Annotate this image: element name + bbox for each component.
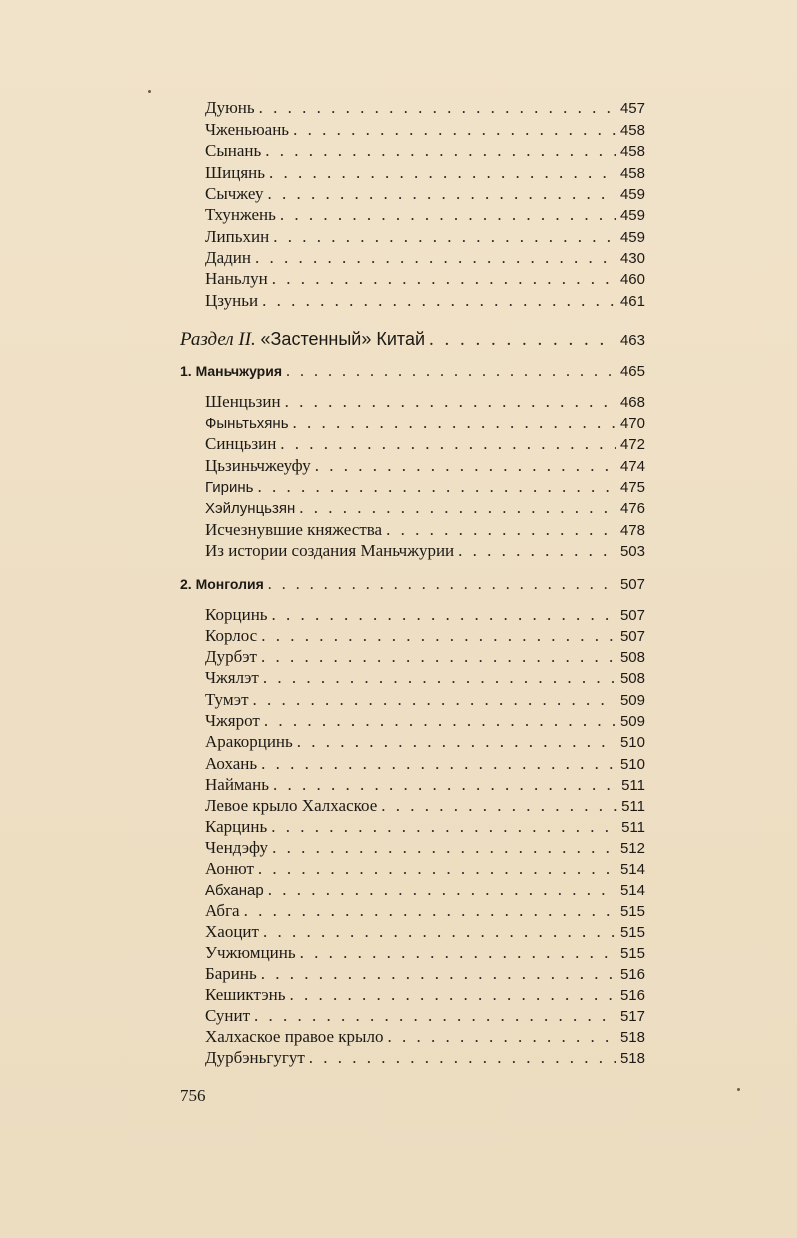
entry-title: Дурбэньгугут: [205, 1048, 305, 1067]
toc-entry: [205, 290, 645, 312]
entry-page: 430: [619, 250, 645, 267]
entry-page: 460: [619, 271, 645, 288]
leader-dots: [273, 226, 616, 248]
leader-dots: [261, 646, 616, 668]
toc-entry: [205, 667, 645, 689]
entry-title: Абханар: [205, 882, 264, 899]
entry-title: Наймань: [205, 775, 269, 794]
entry-page: 461: [619, 293, 645, 310]
entry-page: 511: [621, 798, 645, 815]
entry-page: 516: [619, 987, 645, 1004]
entry-title: Шенцьзин: [205, 392, 281, 411]
entry-title: Липьхин: [205, 227, 270, 246]
toc-entry: [205, 604, 645, 626]
entry-title: Халхаское правое крыло: [205, 1027, 384, 1046]
entry-page: 510: [619, 734, 645, 751]
part-name: «Застенный» Китай: [260, 329, 426, 349]
leader-dots: [259, 97, 616, 119]
toc-entry: [205, 268, 645, 290]
paper-speck: [148, 90, 151, 93]
entry-page: 475: [619, 479, 645, 496]
entry-page: 459: [619, 186, 645, 203]
entry-page: 457: [619, 100, 645, 117]
entry-page: 511: [621, 819, 645, 836]
leader-dots: [315, 455, 616, 477]
leader-dots: [253, 689, 616, 711]
leader-dots: [257, 476, 615, 498]
page-number: 756: [180, 1086, 206, 1105]
entry-title: Аохань: [205, 754, 258, 773]
toc-entry: [205, 247, 645, 269]
toc-entry: [205, 753, 645, 775]
leader-dots: [272, 268, 616, 290]
section-page: 507: [619, 576, 645, 593]
part-page: 463: [619, 332, 645, 349]
leader-dots: [268, 879, 616, 901]
entry-page: 478: [619, 522, 645, 539]
leader-dots: [429, 327, 616, 353]
paper-speck: [737, 1088, 740, 1091]
entry-page: 503: [619, 543, 645, 560]
entry-page: 507: [619, 607, 645, 624]
part-prefix: Раздел II.: [180, 329, 256, 350]
entry-title: Тхунжень: [205, 205, 276, 224]
entry-title: Дурбэт: [205, 647, 257, 666]
toc-entry: [205, 1047, 645, 1069]
toc-entry: [205, 837, 645, 859]
leader-dots: [254, 1005, 616, 1027]
entry-title: Хэйлунцьзян: [205, 500, 296, 517]
entry-title: Кешиктэнь: [205, 985, 286, 1004]
leader-dots: [273, 774, 617, 796]
toc-entry: [205, 858, 645, 880]
entry-title: Корцинь: [205, 605, 268, 624]
leader-dots: [255, 247, 616, 269]
entry-page: 508: [619, 670, 645, 687]
entry-page: 514: [619, 861, 645, 878]
entry-title: Наньлун: [205, 269, 268, 288]
entry-title: Цзуньи: [205, 291, 259, 310]
entry-page: 516: [619, 966, 645, 983]
entry-title: Исчезнувшие княжества: [205, 520, 383, 539]
entry-page: 518: [619, 1050, 645, 1067]
entry-page: 515: [619, 945, 645, 962]
entry-title: Корлос: [205, 626, 258, 645]
section-title: 1. Маньчжурия: [180, 363, 282, 379]
entry-page: 517: [619, 1008, 645, 1025]
toc-entry: [205, 412, 645, 434]
leader-dots: [297, 731, 616, 753]
entry-title: Фыньтьхянь: [205, 415, 289, 432]
leader-dots: [458, 540, 616, 562]
entry-page: 515: [619, 903, 645, 920]
leader-dots: [264, 710, 616, 732]
leader-dots: [309, 1047, 616, 1069]
leader-dots: [381, 795, 617, 817]
toc-entry: [205, 921, 645, 943]
entry-page: 507: [619, 628, 645, 645]
section-title: 2. Монголия: [180, 576, 264, 592]
toc-entry: [205, 540, 645, 562]
toc-entry: [205, 879, 645, 901]
leader-dots: [258, 858, 616, 880]
leader-dots: [285, 391, 616, 413]
entry-page: 470: [619, 415, 645, 432]
entry-title: Тумэт: [205, 690, 249, 709]
entry-page: 515: [619, 924, 645, 941]
part-heading: [180, 326, 645, 352]
entry-title: Аонют: [205, 859, 254, 878]
leader-dots: [263, 667, 616, 689]
entry-title: Аракорцинь: [205, 732, 293, 751]
leader-dots: [299, 497, 616, 519]
toc-entry: [205, 119, 645, 141]
entry-title: Карцинь: [205, 817, 268, 836]
toc-entry: [205, 900, 645, 922]
entry-title: Из истории создания Маньчжурии: [205, 541, 455, 560]
entry-title: Сынань: [205, 141, 262, 160]
leader-dots: [269, 162, 616, 184]
entry-title: Дадин: [205, 248, 251, 267]
leader-dots: [286, 361, 616, 383]
leader-dots: [261, 963, 616, 985]
toc-entry: [205, 625, 645, 647]
leader-dots: [387, 1026, 616, 1048]
entry-page: 472: [619, 436, 645, 453]
toc-entry: [205, 97, 645, 119]
entry-title: Дуюнь: [205, 98, 255, 117]
section-heading: [180, 573, 645, 595]
entry-title: Баринь: [205, 964, 257, 983]
toc-entry: [205, 1026, 645, 1048]
entry-title: Цьзиньчжеуфу: [205, 456, 311, 475]
leader-dots: [272, 837, 616, 859]
toc-entry: [205, 731, 645, 753]
toc-entry: [205, 963, 645, 985]
entry-page: 459: [619, 229, 645, 246]
leader-dots: [244, 900, 616, 922]
toc-entry: [205, 226, 645, 248]
toc-entry: [205, 433, 645, 455]
leader-dots: [263, 921, 616, 943]
toc-entry: [205, 710, 645, 732]
entry-page: 474: [619, 458, 645, 475]
entry-page: 512: [619, 840, 645, 857]
toc-entry: [205, 476, 645, 498]
entry-page: 509: [619, 692, 645, 709]
leader-dots: [280, 204, 616, 226]
toc-entry: [205, 391, 645, 413]
entry-page: 458: [619, 122, 645, 139]
leader-dots: [293, 412, 616, 434]
toc-entry: [205, 455, 645, 477]
entry-title: Абга: [205, 901, 240, 920]
leader-dots: [267, 183, 616, 205]
entry-title: Чженьюань: [205, 120, 290, 139]
leader-dots: [271, 816, 617, 838]
entry-title: Сычжеу: [205, 184, 264, 203]
toc-entry: [205, 646, 645, 668]
toc-entry: [205, 519, 645, 541]
entry-title: Хаоцит: [205, 922, 259, 941]
leader-dots: [262, 290, 616, 312]
leader-dots: [300, 942, 616, 964]
entry-page: 509: [619, 713, 645, 730]
toc-entry: [205, 942, 645, 964]
entry-page: 458: [619, 165, 645, 182]
toc-entry: [205, 795, 645, 817]
leader-dots: [280, 433, 616, 455]
leader-dots: [268, 574, 616, 596]
entry-page: 510: [619, 756, 645, 773]
entry-page: 514: [619, 882, 645, 899]
entry-page: 459: [619, 207, 645, 224]
leader-dots: [261, 753, 616, 775]
entry-title: Сунит: [205, 1006, 251, 1025]
toc-entry: [205, 984, 645, 1006]
leader-dots: [261, 625, 616, 647]
section-heading: [180, 360, 645, 382]
toc-entry: [205, 774, 645, 796]
toc-entry: [205, 204, 645, 226]
leader-dots: [293, 119, 616, 141]
toc-entry: [205, 816, 645, 838]
leader-dots: [272, 604, 616, 626]
entry-title: Учжюмцинь: [205, 943, 296, 962]
entry-page: 518: [619, 1029, 645, 1046]
leader-dots: [386, 519, 616, 541]
entry-title: Чендэфу: [205, 838, 269, 857]
section-page: 465: [619, 363, 645, 380]
entry-page: 511: [621, 777, 645, 794]
entry-title: Чжялэт: [205, 668, 259, 687]
entry-page: 476: [619, 500, 645, 517]
toc-entry: [205, 497, 645, 519]
entry-title: Чжярот: [205, 711, 260, 730]
entry-title: Синцьзин: [205, 434, 277, 453]
entry-title: Шицянь: [205, 163, 266, 182]
entry-page: 468: [619, 394, 645, 411]
toc-entry: [205, 689, 645, 711]
leader-dots: [289, 984, 616, 1006]
entry-title: Левое крыло Халхаское: [205, 796, 378, 815]
toc-entry: [205, 140, 645, 162]
toc-entry: [205, 162, 645, 184]
toc-entry: [205, 183, 645, 205]
entry-title: Гиринь: [205, 479, 254, 496]
entry-page: 458: [619, 143, 645, 160]
toc-entry: [205, 1005, 645, 1027]
leader-dots: [265, 140, 616, 162]
part-title: [180, 326, 429, 353]
entry-page: 508: [619, 649, 645, 666]
